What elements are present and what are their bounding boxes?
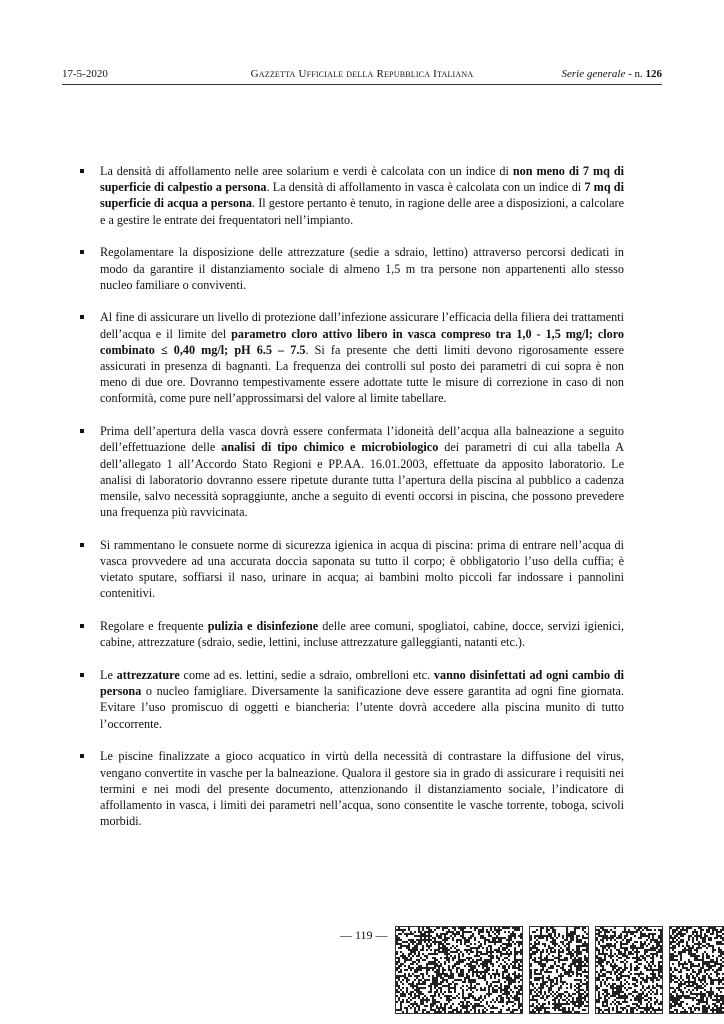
body-text: La densità di affollamento nelle aree solarium e verdi è calcolata con un indice di — [100, 164, 513, 178]
barcode-block — [529, 926, 589, 1014]
bullet-icon — [80, 624, 84, 628]
bullet-icon — [80, 429, 84, 433]
barcode-block — [595, 926, 663, 1014]
issue-number: 126 — [645, 68, 662, 80]
header-date: 17-5-2020 — [62, 68, 108, 80]
header-title: Gazzetta Ufficiale della Repubblica Italiana — [250, 68, 474, 80]
page-header — [62, 68, 662, 84]
body-text: come ad es. lettini, sedie a sdraio, ombrelloni etc. — [179, 668, 434, 683]
header-rule — [62, 84, 662, 85]
list-item — [100, 537, 624, 602]
body-text: dei parametri di cui alla tabella A dell’allegato 1 all’Accordo Stato Regioni e PP.AA. 16.01.2003, effettuate da apposito laboratorio. Le analisi di laboratorio dovranno essere ripetute durante tutta l’apertura della piscina al pubblico a cadenza mensile, salvo necessità sopraggiunte, anche a seguito di eventi occorsi in piscina, che possono prevedere una frequenza più ravvicinata. — [100, 440, 625, 520]
body-text: Le piscine finalizzate a gioco acquatico in virtù della necessità di contrastare la diffusione del virus, vengano convertite in vasche per la balneazione. Qualora il gestore sia in grado di assicurare i requisiti nei termini e nei modi del presente documento, attenzionando il distanziamento sociale, l’indicatore di affollamento in vasca, i limiti dei parametri nell’acqua, sono consentite le vasche torrente, toboga, scivoli morbidi. — [100, 749, 624, 829]
header-series — [561, 68, 662, 80]
bullet-icon — [80, 169, 84, 173]
body-text: . La densità di affollamento in vasca è calcolata con un indice di — [266, 180, 585, 195]
body-text: Regolare e frequente — [100, 619, 208, 634]
list-item — [100, 244, 624, 293]
list-item — [100, 667, 624, 732]
bullet-icon — [80, 250, 84, 254]
bullet-icon — [80, 673, 84, 677]
body-text: Le — [100, 668, 117, 683]
bullet-icon — [80, 543, 84, 547]
body-text: Si rammentano le consuete norme di sicurezza igienica in acqua di piscina: prima di entrare nell’acqua di vasca provvedere ad una accurata doccia saponata su tutto il corpo; è obbligatorio l’uso della cuffia; è vietato sputare, soffiarsi il naso, urinare in acqua; ai bambini molto piccoli far indossare i pannolini contenitivi. — [100, 537, 624, 601]
emphasis-text: non meno di 7 mq di superficie di calpestio a persona — [100, 164, 625, 195]
series-label: Serie generale — [561, 68, 626, 80]
body-text: Prima dell’apertura della vasca dovrà essere confermata l’idoneità dell’acqua alla balneazione a seguito dell’effettuazione delle — [100, 424, 624, 455]
page-number: — 119 — — [340, 928, 388, 942]
body-text: Al fine di assicurare un livello di protezione dall’infezione assicurare l’efficacia della filiera dei trattamenti dell’acqua e il limite del — [100, 310, 624, 341]
body-text: . Si fa presente che detti limiti devono rigorosamente essere assicurati in presenza di bagnanti. La frequenza dei controlli sul posto dei parametri di cui sopra è non meno di due ore. Dovranno tempestivamente essere adottate tutte le misure di correzione in caso di non conformità, come pure nell’approssimarsi del valore al limite tabellare. — [100, 342, 624, 406]
emphasis-text: vanno disinfettati ad ogni cambio di persona — [100, 668, 624, 699]
list-item — [100, 163, 624, 228]
bullet-icon — [80, 754, 84, 758]
emphasis-text: analisi di tipo chimico e microbiologico — [221, 440, 439, 455]
list-item — [100, 423, 624, 520]
barcode-block — [669, 926, 724, 1014]
body-text: Regolamentare la disposizione delle attrezzature (sedie a sdraio, lettino) attraverso percorsi dedicati in modo da garantire il distanziamento sociale di almeno 1,5 m tra persone non appartenenti allo stesso nucleo familiare o conviventi. — [100, 245, 624, 292]
series-sep: - n. — [625, 68, 646, 80]
body-text: delle aree comuni, spogliatoi, cabine, docce, servizi igienici, cabine, attrezzature (sdraio, sedie, lettini, incluse attrezzature galleggianti, natanti etc.). — [100, 619, 624, 650]
barcode-block — [395, 926, 523, 1014]
emphasis-text: parametro cloro attivo libero in vasca compreso tra 1,0 - 1,5 mg/l; cloro combinato ≤ 0,40 mg/l; pH 6.5 – 7.5 — [100, 326, 624, 357]
list-item — [100, 618, 624, 650]
body-text: . Il gestore pertanto è tenuto, in ragione delle aree a disposizioni, a calcolare e a gestire le entrate dei frequentatori nell’impianto. — [100, 196, 625, 227]
barcode-strip — [395, 926, 724, 1014]
emphasis-text: pulizia e disinfezione — [207, 619, 319, 634]
document-body — [100, 163, 624, 846]
emphasis-text: 7 mq di superficie di acqua a persona — [100, 180, 624, 211]
list-item — [100, 309, 624, 406]
emphasis-text: attrezzature — [116, 668, 180, 683]
list-item — [100, 748, 624, 829]
bullet-icon — [80, 315, 84, 319]
body-text: o nucleo famigliare. Diversamente la sanificazione deve essere garantita ad ogni fine giornata. Evitare l’uso promiscuo di oggetti e biancheria: l’utente dovrà accedere alla piscina munito di tutto l’occorrente. — [100, 684, 624, 731]
